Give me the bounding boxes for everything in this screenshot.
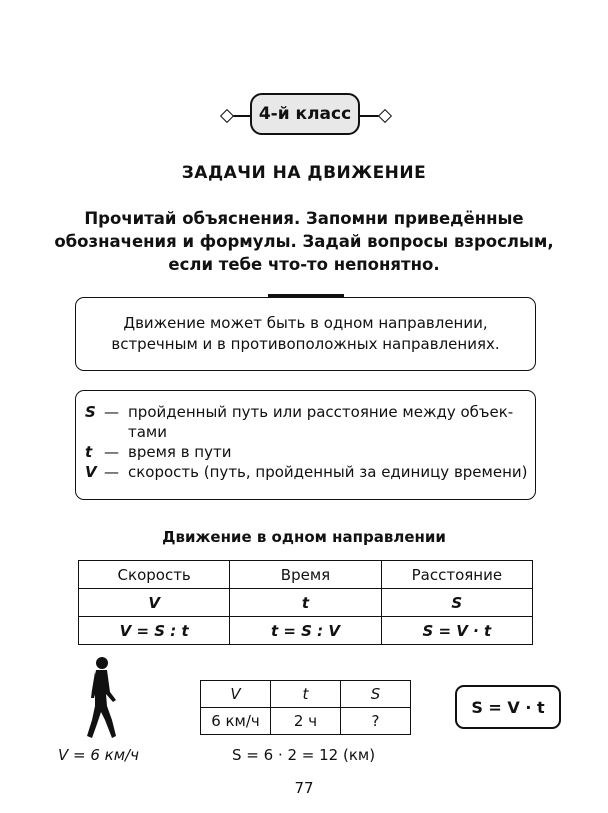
- example-table: [200, 680, 411, 735]
- diamond-right-icon: [378, 109, 392, 123]
- intro-line: если тебе что-то непонятно.: [168, 255, 440, 274]
- table-row: [79, 617, 533, 645]
- table-symbol-cell: V: [79, 589, 230, 617]
- table-formula-cell: S = V · t: [381, 617, 532, 645]
- definition-dash: —: [104, 463, 119, 481]
- walking-person-icon: [80, 656, 124, 742]
- definitions-box: [75, 390, 536, 500]
- calculation: S = 6 · 2 = 12 (км): [232, 746, 376, 764]
- motion-types-box: [75, 297, 536, 371]
- definition-dash: —: [104, 403, 119, 421]
- page-title: ЗАДАЧИ НА ДВИЖЕНИЕ: [181, 163, 427, 183]
- definition-row: [85, 442, 535, 462]
- table-header-cell: Скорость: [79, 561, 230, 589]
- definition-symbol: S: [85, 403, 96, 421]
- definition-dash: —: [104, 443, 119, 461]
- table-row: [79, 561, 533, 589]
- definition-continuation: тами: [128, 423, 167, 441]
- definition-text: время в пути: [128, 443, 232, 461]
- table-cell: ?: [341, 708, 411, 735]
- grade-badge-label: 4-й класс: [250, 93, 360, 135]
- formula-box: S = V · t: [455, 685, 561, 729]
- table-symbol-cell: t: [230, 589, 381, 617]
- page-number: 77: [294, 779, 314, 797]
- table-row: [79, 589, 533, 617]
- table-header-cell: Время: [230, 561, 381, 589]
- table-header-cell: V: [201, 681, 271, 708]
- definition-row: [85, 462, 535, 482]
- speed-label: V = 6 км/ч: [58, 746, 139, 764]
- table-header-cell: t: [271, 681, 341, 708]
- table-header-cell: Расстояние: [381, 561, 532, 589]
- table-formula-cell: V = S : t: [79, 617, 230, 645]
- table-header-cell: S: [341, 681, 411, 708]
- section-subtitle: Движение в одном направлении: [162, 528, 446, 546]
- formulas-table: [78, 560, 533, 645]
- definition-text: скорость (путь, пройденный за единицу времени): [128, 463, 528, 481]
- intro-text: [40, 207, 568, 276]
- table-row: [201, 708, 411, 735]
- definition-symbol: t: [85, 443, 93, 461]
- table-cell: 6 км/ч: [201, 708, 271, 735]
- table-symbol-cell: S: [381, 589, 532, 617]
- definition-symbol: V: [85, 463, 97, 481]
- definition-text: пройденный путь или расстояние между объек-: [128, 403, 514, 421]
- table-formula-cell: t = S : V: [230, 617, 381, 645]
- intro-line: Прочитай объяснения. Запомни приведённые: [84, 209, 524, 228]
- motion-types-line: Движение может быть в одном направлении,: [123, 314, 488, 332]
- table-row: [201, 681, 411, 708]
- intro-line: обозначения и формулы. Задай вопросы взрослым,: [54, 232, 554, 251]
- motion-types-line: встречным и в противоположных направлениях.: [111, 335, 500, 353]
- grade-badge: [232, 93, 380, 139]
- definition-row: [85, 402, 535, 422]
- diamond-left-icon: [220, 109, 234, 123]
- table-cell: 2 ч: [271, 708, 341, 735]
